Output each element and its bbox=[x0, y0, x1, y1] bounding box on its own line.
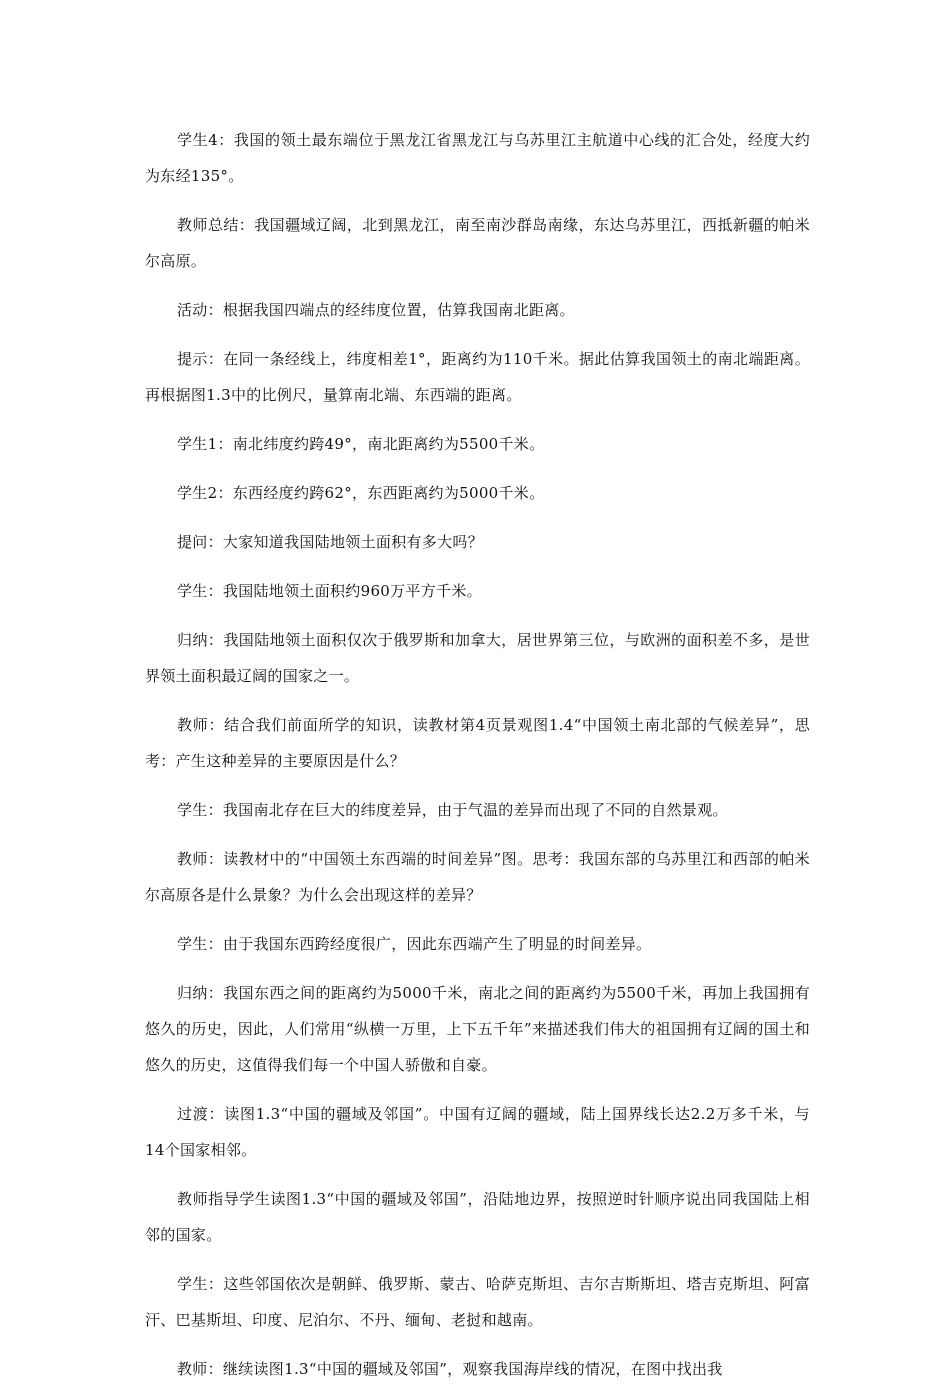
paragraph: 学生：这些邻国依次是朝鲜、俄罗斯、蒙古、哈萨克斯坦、吉尔吉斯斯坦、塔吉克斯坦、阿富汗、巴基斯坦、印度、尼泊尔、不丹、缅甸、老挝和越南。 bbox=[145, 1275, 810, 1329]
paragraph: 教师：读教材中的“中国领土东西端的时间差异”图。思考：我国东部的乌苏里江和西部的帕米尔高原各是什么景象？为什么会出现这样的差异？ bbox=[145, 850, 810, 904]
paragraph: 提示：在同一条经线上，纬度相差1°，距离约为110千米。据此估算我国领土的南北端距离。再根据图1.3中的比例尺，量算南北端、东西端的距离。 bbox=[145, 350, 810, 404]
paragraph: 教师：结合我们前面所学的知识，读教材第4页景观图1.4“中国领土南北部的气候差异”，思考：产生这种差异的主要原因是什么？ bbox=[145, 716, 810, 770]
paragraph: 归纳：我国东西之间的距离约为5000千米，南北之间的距离约为5500千米，再加上我国拥有悠久的历史，因此，人们常用“纵横一万里，上下五千年”来描述我们伟大的祖国拥有辽阔的国土和悠久的历史，这值得我们每一个中国人骄傲和自豪。 bbox=[145, 984, 810, 1074]
paragraph: 教师总结：我国疆域辽阔，北到黑龙江，南至南沙群岛南缘，东达乌苏里江，西抵新疆的帕米尔高原。 bbox=[145, 216, 810, 270]
paragraph: 学生：我国陆地领土面积约960万平方千米。 bbox=[177, 582, 482, 600]
paragraph: 学生：我国南北存在巨大的纬度差异，由于气温的差异而出现了不同的自然景观。 bbox=[177, 801, 728, 819]
paragraph: 提问：大家知道我国陆地领土面积有多大吗？ bbox=[177, 533, 484, 551]
paragraph: 教师：继续读图1.3“中国的疆域及邻国”，观察我国海岸线的情况，在图中找出我 bbox=[177, 1360, 723, 1378]
paragraph: 归纳：我国陆地领土面积仅次于俄罗斯和加拿大，居世界第三位，与欧洲的面积差不多，是世界领土面积最辽阔的国家之一。 bbox=[145, 631, 810, 685]
paragraph: 学生4：我国的领土最东端位于黑龙江省黑龙江与乌苏里江主航道中心线的汇合处，经度大约为东经135°。 bbox=[145, 131, 810, 185]
paragraph: 学生2：东西经度约跨62°，东西距离约为5000千米。 bbox=[177, 484, 545, 502]
paragraph: 活动：根据我国四端点的经纬度位置，估算我国南北距离。 bbox=[177, 301, 575, 319]
paragraph: 学生：由于我国东西跨经度很广，因此东西端产生了明显的时间差异。 bbox=[177, 935, 652, 953]
document-body bbox=[145, 122, 810, 1400]
paragraph: 教师指导学生读图1.3“中国的疆域及邻国”，沿陆地边界，按照逆时针顺序说出同我国陆上相邻的国家。 bbox=[145, 1190, 810, 1244]
paragraph: 学生1：南北纬度约跨49°，南北距离约为5500千米。 bbox=[177, 435, 545, 453]
paragraph: 过渡：读图1.3“中国的疆域及邻国”。中国有辽阔的疆域，陆上国界线长达2.2万多千米，与14个国家相邻。 bbox=[145, 1105, 810, 1159]
